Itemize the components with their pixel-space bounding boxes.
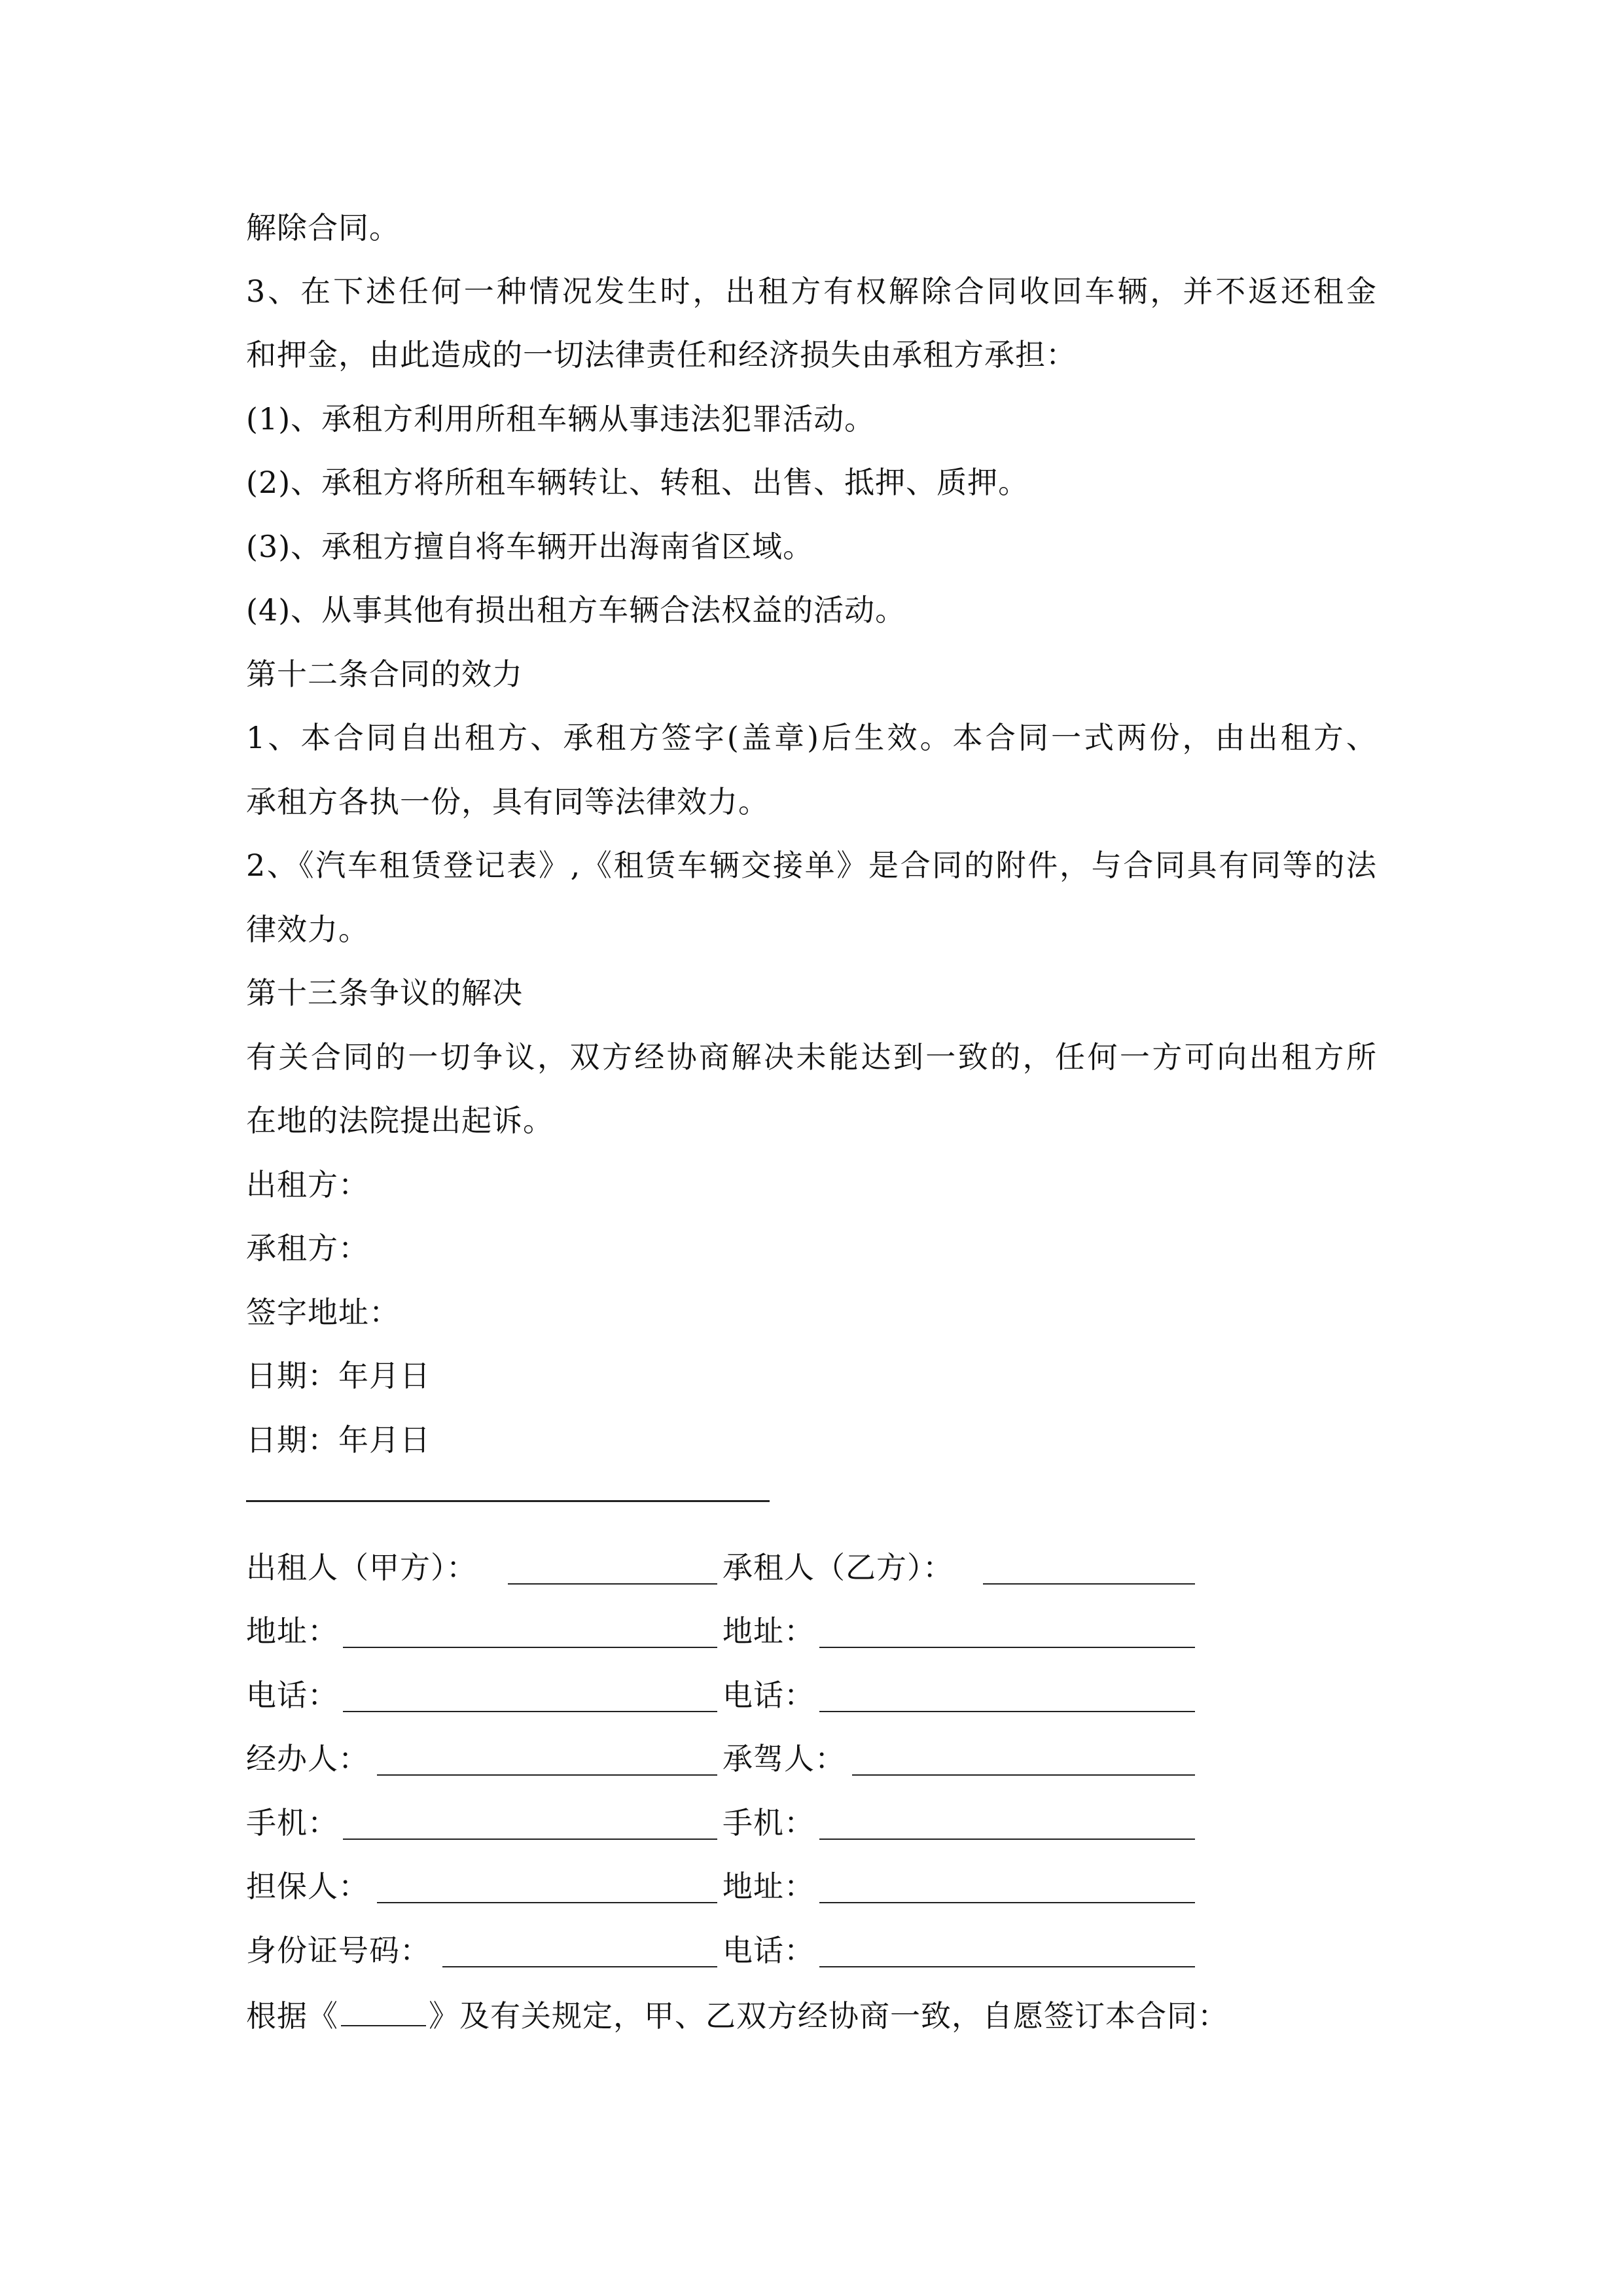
form-blank-lessor	[508, 1583, 717, 1585]
form-label-lessee: 承租人（乙方）：	[722, 1550, 954, 1585]
form-label-lessor: 出租人（甲方）：	[246, 1550, 477, 1585]
form-row-parties	[246, 1548, 1228, 1587]
form-row-address	[246, 1611, 1228, 1651]
text-line-2: 3、在下述任何一种情况发生时，出租方有权解除合同收回车辆，并不返还租金	[246, 274, 1377, 309]
form-blank-handler	[377, 1774, 717, 1776]
form-blank-mobile-left	[343, 1839, 717, 1840]
section-divider	[246, 1500, 770, 1502]
text-line-14: 有关合同的一切争议，双方经协商解决未能达到一致的，任何一方可向出租方所	[246, 1039, 1377, 1075]
contract-basis-statement	[246, 1996, 1228, 2036]
form-label-address-right: 地址：	[722, 1613, 815, 1649]
form-blank-address-left	[343, 1647, 717, 1648]
text-line-1: 解除合同。	[246, 210, 400, 245]
form-label-driver: 承驾人：	[722, 1741, 846, 1776]
text-line-9: 1、本合同自出租方、承租方签字(盖章)后生效。本合同一式两份，由出租方、	[246, 720, 1377, 755]
form-blank-guarantor	[377, 1902, 717, 1903]
text-line-3: 和押金，由此造成的一切法律责任和经济损失由承租方承担：	[246, 337, 1077, 372]
form-label-handler: 经办人：	[246, 1741, 369, 1776]
section-heading-12: 第十二条合同的效力	[246, 656, 523, 692]
form-row-id	[246, 1931, 1228, 1970]
form-label-phone-left: 电话：	[246, 1677, 338, 1713]
form-row-guarantor	[246, 1867, 1228, 1906]
form-blank-driver	[852, 1774, 1195, 1776]
date-label-1: 日期：年月日	[246, 1358, 431, 1393]
form-label-guarantor-address: 地址：	[722, 1869, 815, 1904]
text-line-4: (1)、承租方利用所租车辆从事违法犯罪活动。	[246, 401, 876, 437]
text-line-11: 2、《汽车租赁登记表》,《租赁车辆交接单》是合同的附件，与合同具有同等的法	[246, 848, 1377, 883]
text-line-5: (2)、承租方将所租车辆转让、转租、出售、抵押、质押。	[246, 465, 1029, 500]
sign-address-label: 签字地址：	[246, 1295, 400, 1330]
section-heading-13: 第十三条争议的解决	[246, 975, 523, 1011]
text-line-10: 承租方各执一份，具有同等法律效力。	[246, 784, 769, 819]
form-label-guarantor: 担保人：	[246, 1869, 369, 1904]
basis-suffix: 》及有关规定，甲、乙双方经协商一致，自愿签订本合同：	[429, 1998, 1228, 2034]
text-line-12: 律效力。	[246, 912, 369, 947]
text-line-15: 在地的法院提出起诉。	[246, 1103, 554, 1138]
form-blank-guarantor-address	[819, 1902, 1195, 1903]
basis-prefix: 根据《	[246, 1998, 338, 2034]
text-line-6: (3)、承租方擅自将车辆开出海南省区域。	[246, 529, 814, 564]
form-blank-address-right	[819, 1647, 1195, 1648]
date-label-2: 日期：年月日	[246, 1422, 431, 1458]
form-blank-mobile-right	[819, 1839, 1195, 1840]
form-label-address-left: 地址：	[246, 1613, 338, 1649]
form-row-mobile	[246, 1803, 1228, 1842]
text-line-7: (4)、从事其他有损出租方车辆合法权益的活动。	[246, 592, 906, 628]
basis-law-blank	[341, 1996, 426, 2026]
form-blank-id-number	[442, 1966, 717, 1967]
form-row-phone	[246, 1676, 1228, 1715]
lessor-label: 出租方：	[246, 1167, 369, 1202]
form-label-phone-right: 电话：	[722, 1677, 815, 1713]
form-row-handler	[246, 1739, 1228, 1778]
form-label-id-number: 身份证号码：	[246, 1933, 431, 1968]
lessee-label: 承租方：	[246, 1230, 369, 1266]
form-blank-guarantor-phone	[819, 1966, 1195, 1967]
form-blank-phone-right	[819, 1711, 1195, 1712]
form-label-mobile-right: 手机：	[722, 1805, 815, 1840]
form-blank-phone-left	[343, 1711, 717, 1712]
form-blank-lessee	[983, 1583, 1195, 1585]
form-label-guarantor-phone: 电话：	[722, 1933, 815, 1968]
form-label-mobile-left: 手机：	[246, 1805, 338, 1840]
